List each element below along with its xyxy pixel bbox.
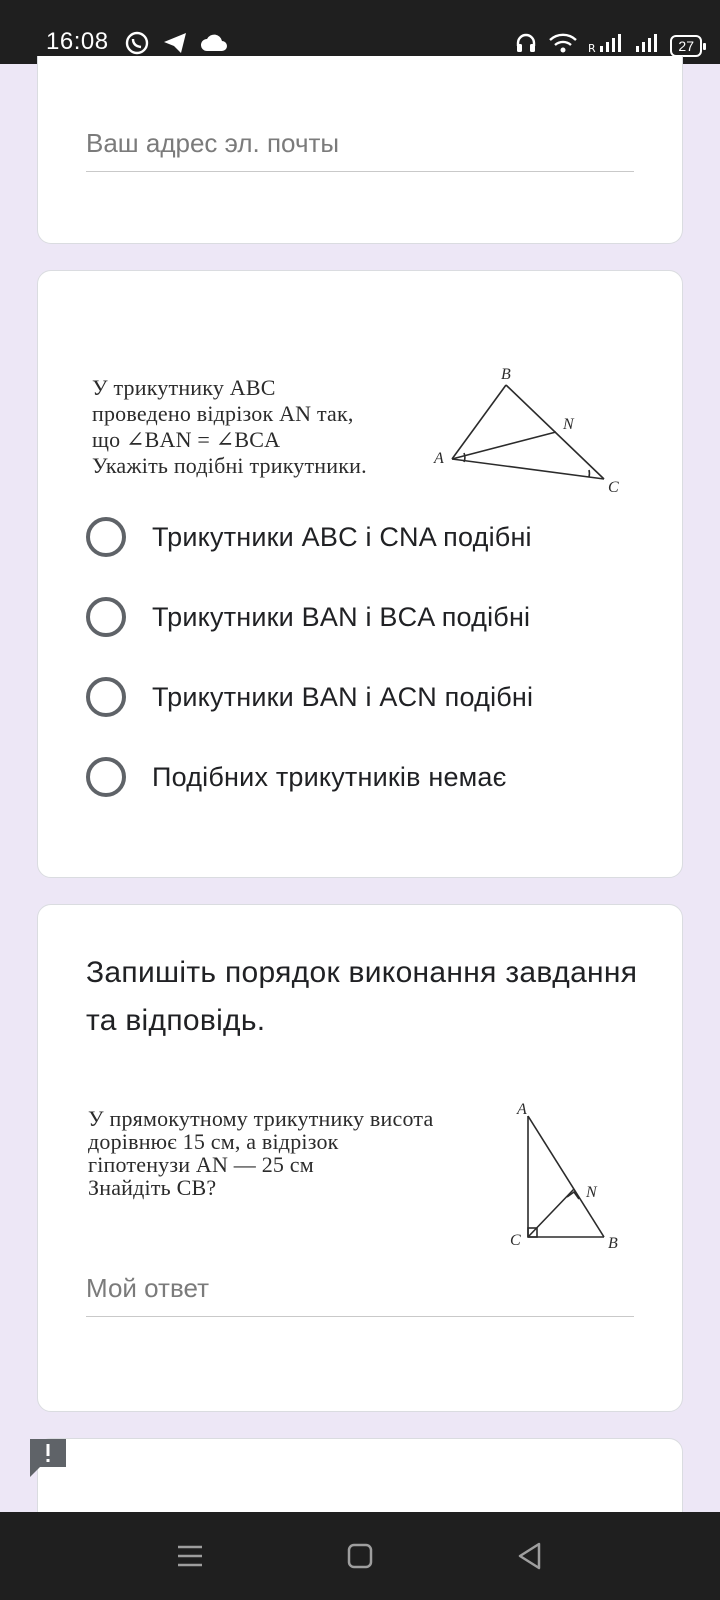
email-placeholder: Ваш адрес эл. почты (86, 128, 340, 158)
option-ban-bca[interactable] (86, 595, 646, 639)
vertex-label-n: N (563, 416, 574, 433)
problem-line: гіпотенузи AN — 25 см (88, 1152, 314, 1177)
vertex-label-b: B (501, 367, 511, 383)
signal-roaming-icon (588, 32, 624, 59)
svg-text:R: R (588, 42, 597, 54)
status-bar (0, 0, 720, 64)
option-label: Трикутники BAN і BCA подібні (152, 601, 531, 632)
question-card-similar-triangles (37, 270, 683, 878)
right-triangle-figure (498, 1101, 638, 1261)
radio-button[interactable] (86, 597, 126, 637)
vertex-label-a: A (434, 450, 444, 467)
vertex-label-a: A (517, 1101, 527, 1118)
navigation-bar (0, 1512, 720, 1600)
option-label: Подібних трикутників немає (152, 761, 507, 792)
problem-text (88, 1107, 433, 1199)
email-field[interactable] (86, 122, 634, 172)
cloud-icon (200, 33, 228, 58)
problem-line: У прямокутному трикутнику висота (88, 1106, 434, 1131)
recent-apps-button[interactable] (172, 1538, 208, 1574)
option-abc-cna[interactable] (86, 515, 646, 559)
problem-line: дорівнює 15 см, а відрізок (88, 1129, 339, 1154)
vertex-label-n: N (586, 1184, 597, 1201)
vertex-label-c: C (608, 479, 619, 496)
problem-line: Укажіть подібні трикутники. (92, 453, 367, 478)
radio-button[interactable] (86, 757, 126, 797)
vertex-label-b: B (608, 1235, 618, 1252)
status-time: 16:08 (46, 28, 109, 55)
radio-button[interactable] (86, 677, 126, 717)
radio-button[interactable] (86, 517, 126, 557)
answer-field[interactable] (86, 1267, 634, 1317)
option-label: Трикутники ABC і CNA подібні (152, 521, 532, 552)
problem-line: У трикутнику ABC (92, 375, 276, 400)
problem-text (92, 375, 367, 479)
question-title: Запишіть порядок виконання завдання та відповідь. (86, 956, 638, 1037)
option-ban-acn[interactable] (86, 675, 646, 719)
triangle-figure (422, 367, 632, 497)
option-label: Трикутники BAN і ACN подібні (152, 681, 534, 712)
back-button[interactable] (512, 1538, 548, 1574)
vertex-label-c: C (510, 1232, 521, 1249)
problem-line: Знайдіть CB? (88, 1175, 217, 1200)
option-none[interactable] (86, 755, 646, 799)
signal-icon (634, 32, 660, 59)
home-button[interactable] (342, 1538, 378, 1574)
email-card (37, 56, 683, 244)
answer-placeholder: Мой ответ (86, 1273, 209, 1303)
report-feedback-icon[interactable] (28, 1437, 68, 1477)
problem-line: проведено відрізок AN так, (92, 401, 354, 426)
question-card-right-triangle (37, 904, 683, 1412)
battery-indicator: 27 (670, 35, 702, 57)
problem-line: що ∠BAN = ∠BCA (92, 427, 281, 452)
wifi-icon (548, 32, 578, 59)
